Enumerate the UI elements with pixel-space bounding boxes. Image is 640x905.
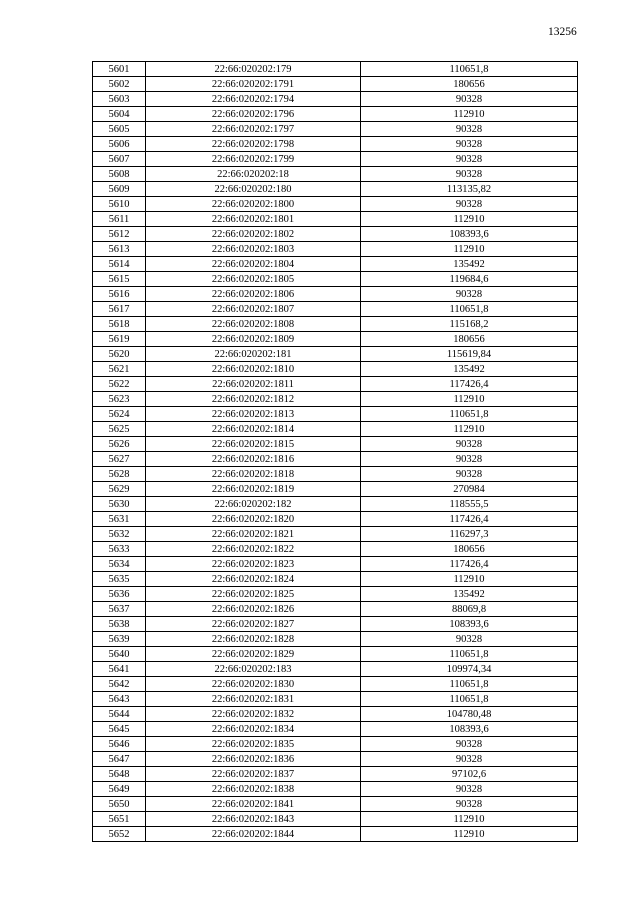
table-row [93, 602, 578, 617]
row-number-cell: 5602 [93, 77, 146, 92]
row-number-cell: 5612 [93, 227, 146, 242]
row-number-cell: 5630 [93, 497, 146, 512]
row-number-cell: 5633 [93, 542, 146, 557]
table-row [93, 557, 578, 572]
table-row [93, 467, 578, 482]
value-cell: 118555,5 [361, 497, 578, 512]
table-row [93, 407, 578, 422]
table-row [93, 422, 578, 437]
value-cell: 90328 [361, 92, 578, 107]
row-number-cell: 5644 [93, 707, 146, 722]
cadastral-number-cell: 22:66:020202:1829 [146, 647, 361, 662]
value-cell: 90328 [361, 122, 578, 137]
cadastral-number-cell: 22:66:020202:183 [146, 662, 361, 677]
table-row [93, 512, 578, 527]
row-number-cell: 5635 [93, 572, 146, 587]
cadastral-number-cell: 22:66:020202:1804 [146, 257, 361, 272]
row-number-cell: 5649 [93, 782, 146, 797]
table-row [93, 782, 578, 797]
table-row [93, 542, 578, 557]
cadastral-number-cell: 22:66:020202:1809 [146, 332, 361, 347]
table-row [93, 317, 578, 332]
cadastral-number-cell: 22:66:020202:1812 [146, 392, 361, 407]
value-cell: 113135,82 [361, 182, 578, 197]
table-row [93, 707, 578, 722]
value-cell: 90328 [361, 467, 578, 482]
value-cell: 135492 [361, 362, 578, 377]
table-row [93, 452, 578, 467]
value-cell: 115168,2 [361, 317, 578, 332]
cadastral-number-cell: 22:66:020202:1828 [146, 632, 361, 647]
table-row [93, 677, 578, 692]
value-cell: 135492 [361, 257, 578, 272]
value-cell: 119684,6 [361, 272, 578, 287]
value-cell: 135492 [361, 587, 578, 602]
table-row [93, 332, 578, 347]
row-number-cell: 5638 [93, 617, 146, 632]
table-row [93, 62, 578, 77]
value-cell: 90328 [361, 167, 578, 182]
table-row [93, 272, 578, 287]
cadastral-number-cell: 22:66:020202:1838 [146, 782, 361, 797]
row-number-cell: 5607 [93, 152, 146, 167]
row-number-cell: 5639 [93, 632, 146, 647]
table-row [93, 647, 578, 662]
table-body [93, 62, 578, 842]
table-row [93, 587, 578, 602]
value-cell: 104780,48 [361, 707, 578, 722]
value-cell: 112910 [361, 107, 578, 122]
table-row [93, 737, 578, 752]
cadastral-number-cell: 22:66:020202:1824 [146, 572, 361, 587]
table-row [93, 197, 578, 212]
table-row [93, 767, 578, 782]
cadastral-number-cell: 22:66:020202:1815 [146, 437, 361, 452]
row-number-cell: 5625 [93, 422, 146, 437]
table-row [93, 242, 578, 257]
value-cell: 117426,4 [361, 512, 578, 527]
cadastral-number-cell: 22:66:020202:1818 [146, 467, 361, 482]
cadastral-number-cell: 22:66:020202:1841 [146, 797, 361, 812]
value-cell: 90328 [361, 152, 578, 167]
page-number: 13256 [548, 26, 577, 38]
cadastral-number-cell: 22:66:020202:1796 [146, 107, 361, 122]
table-row [93, 302, 578, 317]
row-number-cell: 5624 [93, 407, 146, 422]
value-cell: 110651,8 [361, 647, 578, 662]
row-number-cell: 5646 [93, 737, 146, 752]
cadastral-number-cell: 22:66:020202:1819 [146, 482, 361, 497]
table-row [93, 107, 578, 122]
row-number-cell: 5608 [93, 167, 146, 182]
table-row [93, 527, 578, 542]
value-cell: 112910 [361, 827, 578, 842]
value-cell: 112910 [361, 422, 578, 437]
cadastral-number-cell: 22:66:020202:1823 [146, 557, 361, 572]
cadastral-number-cell: 22:66:020202:1802 [146, 227, 361, 242]
value-cell: 108393,6 [361, 722, 578, 737]
table-row [93, 182, 578, 197]
cadastral-number-cell: 22:66:020202:1799 [146, 152, 361, 167]
value-cell: 110651,8 [361, 677, 578, 692]
value-cell: 90328 [361, 437, 578, 452]
cadastral-value-table [92, 61, 578, 842]
value-cell: 117426,4 [361, 557, 578, 572]
value-cell: 90328 [361, 197, 578, 212]
value-cell: 180656 [361, 77, 578, 92]
value-cell: 90328 [361, 752, 578, 767]
cadastral-number-cell: 22:66:020202:1813 [146, 407, 361, 422]
row-number-cell: 5621 [93, 362, 146, 377]
table-row [93, 632, 578, 647]
value-cell: 117426,4 [361, 377, 578, 392]
table-row [93, 167, 578, 182]
cadastral-number-cell: 22:66:020202:1811 [146, 377, 361, 392]
table-row [93, 362, 578, 377]
table-row [93, 77, 578, 92]
table-row [93, 827, 578, 842]
row-number-cell: 5640 [93, 647, 146, 662]
value-cell: 115619,84 [361, 347, 578, 362]
cadastral-number-cell: 22:66:020202:1827 [146, 617, 361, 632]
table-row [93, 392, 578, 407]
table-row [93, 662, 578, 677]
row-number-cell: 5622 [93, 377, 146, 392]
value-cell: 110651,8 [361, 62, 578, 77]
value-cell: 112910 [361, 212, 578, 227]
row-number-cell: 5632 [93, 527, 146, 542]
row-number-cell: 5651 [93, 812, 146, 827]
row-number-cell: 5645 [93, 722, 146, 737]
row-number-cell: 5650 [93, 797, 146, 812]
row-number-cell: 5647 [93, 752, 146, 767]
value-cell: 112910 [361, 392, 578, 407]
cadastral-number-cell: 22:66:020202:1806 [146, 287, 361, 302]
table-row [93, 287, 578, 302]
cadastral-number-cell: 22:66:020202:1805 [146, 272, 361, 287]
cadastral-number-cell: 22:66:020202:1825 [146, 587, 361, 602]
row-number-cell: 5627 [93, 452, 146, 467]
table-row [93, 137, 578, 152]
cadastral-number-cell: 22:66:020202:1816 [146, 452, 361, 467]
row-number-cell: 5641 [93, 662, 146, 677]
cadastral-number-cell: 22:66:020202:1836 [146, 752, 361, 767]
row-number-cell: 5628 [93, 467, 146, 482]
value-cell: 90328 [361, 797, 578, 812]
row-number-cell: 5610 [93, 197, 146, 212]
row-number-cell: 5631 [93, 512, 146, 527]
cadastral-number-cell: 22:66:020202:1834 [146, 722, 361, 737]
cadastral-number-cell: 22:66:020202:1837 [146, 767, 361, 782]
row-number-cell: 5615 [93, 272, 146, 287]
row-number-cell: 5605 [93, 122, 146, 137]
value-cell: 110651,8 [361, 407, 578, 422]
cadastral-number-cell: 22:66:020202:179 [146, 62, 361, 77]
row-number-cell: 5636 [93, 587, 146, 602]
cadastral-number-cell: 22:66:020202:1808 [146, 317, 361, 332]
table-row [93, 497, 578, 512]
cadastral-number-cell: 22:66:020202:1801 [146, 212, 361, 227]
row-number-cell: 5609 [93, 182, 146, 197]
cadastral-number-cell: 22:66:020202:1803 [146, 242, 361, 257]
cadastral-number-cell: 22:66:020202:1791 [146, 77, 361, 92]
table-row [93, 722, 578, 737]
table-row [93, 752, 578, 767]
cadastral-number-cell: 22:66:020202:1820 [146, 512, 361, 527]
cadastral-number-cell: 22:66:020202:18 [146, 167, 361, 182]
value-cell: 88069,8 [361, 602, 578, 617]
row-number-cell: 5613 [93, 242, 146, 257]
cadastral-number-cell: 22:66:020202:1822 [146, 542, 361, 557]
value-cell: 109974,34 [361, 662, 578, 677]
value-cell: 97102,6 [361, 767, 578, 782]
row-number-cell: 5629 [93, 482, 146, 497]
row-number-cell: 5617 [93, 302, 146, 317]
value-cell: 108393,6 [361, 227, 578, 242]
value-cell: 90328 [361, 452, 578, 467]
row-number-cell: 5616 [93, 287, 146, 302]
cadastral-number-cell: 22:66:020202:1807 [146, 302, 361, 317]
table-row [93, 227, 578, 242]
value-cell: 110651,8 [361, 692, 578, 707]
value-cell: 112910 [361, 812, 578, 827]
row-number-cell: 5606 [93, 137, 146, 152]
value-cell: 110651,8 [361, 302, 578, 317]
row-number-cell: 5601 [93, 62, 146, 77]
table-row [93, 692, 578, 707]
cadastral-number-cell: 22:66:020202:1831 [146, 692, 361, 707]
table-row [93, 482, 578, 497]
row-number-cell: 5637 [93, 602, 146, 617]
table-row [93, 122, 578, 137]
value-cell: 90328 [361, 137, 578, 152]
value-cell: 90328 [361, 287, 578, 302]
value-cell: 116297,3 [361, 527, 578, 542]
table-row [93, 812, 578, 827]
value-cell: 90328 [361, 632, 578, 647]
row-number-cell: 5619 [93, 332, 146, 347]
row-number-cell: 5652 [93, 827, 146, 842]
table-row [93, 92, 578, 107]
row-number-cell: 5604 [93, 107, 146, 122]
table-row [93, 152, 578, 167]
row-number-cell: 5634 [93, 557, 146, 572]
cadastral-number-cell: 22:66:020202:182 [146, 497, 361, 512]
value-cell: 90328 [361, 782, 578, 797]
row-number-cell: 5618 [93, 317, 146, 332]
cadastral-number-cell: 22:66:020202:1835 [146, 737, 361, 752]
cadastral-number-cell: 22:66:020202:1814 [146, 422, 361, 437]
cadastral-number-cell: 22:66:020202:1810 [146, 362, 361, 377]
cadastral-number-cell: 22:66:020202:1826 [146, 602, 361, 617]
cadastral-number-cell: 22:66:020202:181 [146, 347, 361, 362]
value-cell: 112910 [361, 242, 578, 257]
table-row [93, 572, 578, 587]
table-row [93, 797, 578, 812]
cadastral-number-cell: 22:66:020202:1830 [146, 677, 361, 692]
row-number-cell: 5620 [93, 347, 146, 362]
cadastral-number-cell: 22:66:020202:1794 [146, 92, 361, 107]
value-cell: 108393,6 [361, 617, 578, 632]
row-number-cell: 5603 [93, 92, 146, 107]
value-cell: 112910 [361, 572, 578, 587]
table-row [93, 617, 578, 632]
table-row [93, 347, 578, 362]
table-row [93, 257, 578, 272]
table-row [93, 377, 578, 392]
cadastral-number-cell: 22:66:020202:180 [146, 182, 361, 197]
value-cell: 180656 [361, 332, 578, 347]
cadastral-number-cell: 22:66:020202:1800 [146, 197, 361, 212]
table-row [93, 437, 578, 452]
row-number-cell: 5611 [93, 212, 146, 227]
row-number-cell: 5643 [93, 692, 146, 707]
row-number-cell: 5648 [93, 767, 146, 782]
value-cell: 180656 [361, 542, 578, 557]
value-cell: 90328 [361, 737, 578, 752]
row-number-cell: 5623 [93, 392, 146, 407]
cadastral-number-cell: 22:66:020202:1797 [146, 122, 361, 137]
cadastral-number-cell: 22:66:020202:1821 [146, 527, 361, 542]
row-number-cell: 5626 [93, 437, 146, 452]
cadastral-number-cell: 22:66:020202:1832 [146, 707, 361, 722]
value-cell: 270984 [361, 482, 578, 497]
cadastral-number-cell: 22:66:020202:1844 [146, 827, 361, 842]
table-row [93, 212, 578, 227]
cadastral-number-cell: 22:66:020202:1843 [146, 812, 361, 827]
cadastral-number-cell: 22:66:020202:1798 [146, 137, 361, 152]
row-number-cell: 5614 [93, 257, 146, 272]
row-number-cell: 5642 [93, 677, 146, 692]
